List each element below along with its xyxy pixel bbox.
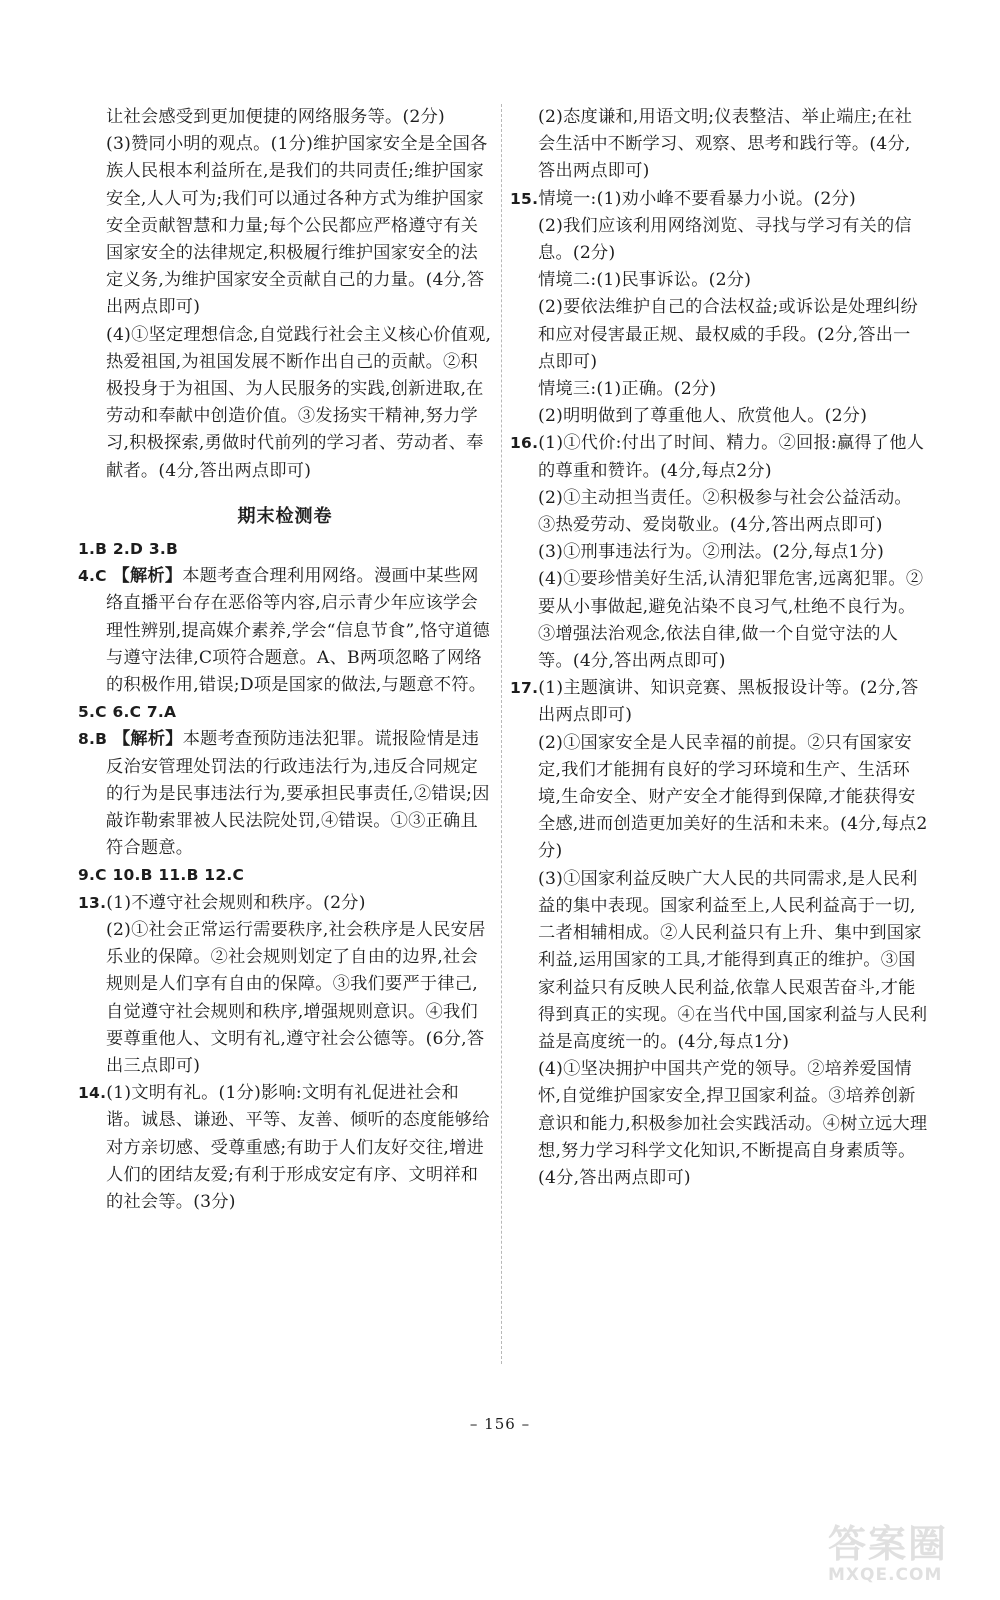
section-title: 期末检测卷 (237, 505, 333, 527)
question-4 (78, 563, 492, 699)
analysis-text: 本题考查合理利用网络。漫画中某些网络直播平台存在恶俗等内容,启示青少年应该学会理性辨别,提高媒介素养,学会“信息节食”,恪守道德与遵守法律,C项符合题意。A、B两项忽略了网络的积极作用,错误;D项是国家的做法,与题意不符。 (106, 566, 490, 696)
question-13 (78, 890, 492, 917)
answer-text: 情境二:(1)民事诉讼。(2分) (538, 270, 752, 291)
analysis-text: 本题考查预防违法犯罪。谎报险情是违反治安管理处罚法的行政违法行为,违反合同规定的行为是民事违法行为,要承担民事责任,②错误;因敲诈勒索罪被人民法院处罚,④错误。①③正确且符合题意。 (106, 729, 490, 859)
answer-text: (2)①社会正常运行需要秩序,社会秩序是人民安居乐业的保障。②社会规则划定了自由的边界,社会规则是人们享有自由的保障。③我们要严于律己,自觉遵守社会规则和秩序,增强规则意识。④我们要尊重他人、文明有礼,遵守社会公德等。(6分,答出三点即可) (106, 919, 486, 1076)
choice-answers: 1.B 2.D 3.B (78, 540, 179, 559)
answer-text: 情境一:(1)劝小峰不要看暴力小说。(2分) (538, 188, 857, 209)
question-14 (78, 1080, 492, 1216)
choice-answers: 9.C 10.B 11.B 12.C (78, 866, 245, 885)
watermark-cn: 答案圈 (828, 1522, 949, 1566)
question-16 (510, 430, 928, 484)
watermark-logo (828, 1524, 988, 1590)
answer-text: 让社会感受到更加便捷的网络服务等。(2分) (106, 107, 445, 127)
answer-text: (2)①主动担当责任。②积极参与社会公益活动。③热爱劳动、爱岗敬业。(4分,答出两点即可) (538, 487, 912, 536)
question-number: 17. (510, 679, 539, 698)
answer-text: (2)明明做到了尊重他人、欣赏他人。(2分) (538, 406, 868, 427)
answer-text: (1)文明有礼。(1分)影响:文明有礼促进社会和谐。诚恳、谦逊、平等、友善、倾听的态度能够给对方亲切感、受尊重感;有助于人们友好交往,增进人们的团结友爱;有利于形成安定有序、文明祥和的社会等。(3分) (106, 1083, 490, 1212)
answer-text: (2)要依法维护自己的合法权益;或诉讼是处理纠纷和应对侵害最正规、最权威的手段。(2分,答出一点即可) (538, 297, 918, 372)
left-column (78, 104, 492, 1216)
column-divider (501, 104, 502, 1364)
question-17 (510, 675, 928, 729)
analysis-tag: 【解析】 (112, 729, 183, 750)
answer-text: (2)我们应该利用网络浏览、寻找与学习有关的信息。(2分) (538, 215, 912, 264)
answer-text: (1)①代价:付出了时间、精力。②回报:赢得了他人的尊重和赞许。(4分,每点2分) (538, 433, 925, 481)
answer-text: 情境三:(1)正确。(2分) (538, 379, 717, 400)
page-number: – 156 – (469, 1415, 531, 1433)
question-number: 16. (510, 434, 539, 453)
answer-text: (1)不遵守社会规则和秩序。(2分) (106, 892, 366, 913)
question-number: 8.B (78, 730, 108, 749)
question-number: 14. (78, 1084, 107, 1103)
answer-text: (2)①国家安全是人民幸福的前提。②只有国家安定,我们才能拥有良好的学习环境和生产、生活环境,生命安全、财产安全才能得到保障,才能获得安全感,进而创造更加美好的生活和未来。(4分,每点2分) (538, 732, 928, 862)
watermark-en: MXQE.COM (828, 1565, 943, 1585)
question-8 (78, 726, 492, 862)
question-number: 15. (510, 189, 539, 208)
right-column (510, 104, 928, 1192)
answer-text: (2)态度谦和,用语文明;仪表整洁、举止端庄;在社会生活中不断学习、观察、思考和践行等。(4分,答出两点即可) (538, 107, 913, 182)
analysis-tag: 【解析】 (112, 566, 183, 587)
answer-text: (3)①刑事违法行为。②刑法。(2分,每点1分) (538, 542, 885, 563)
answer-text: (3)①国家利益反映广大人民的共同需求,是人民利益的集中表现。国家利益至上,人民利益高于一切,二者相辅相成。②人民利益只有上升、集中到国家利益,运用国家的工具,才能得到真正的维护。③国家利益只有反映人民利益,依靠人民艰苦奋斗,才能得到真正的实现。④在当代中国,国家利益与人民利益是高度统一的。(4分,每点1分) (538, 868, 928, 1052)
answer-text: (3)赞同小明的观点。(1分)维护国家安全是全国各族人民根本利益所在,是我们的共同责任;维护国家安全,人人可为;我们可以通过各种方式为维护国家安全贡献智慧和力量;每个公民都应严格遵守有关国家安全的法律规定,积极履行维护国家安全的法定义务,为维护国家安全贡献自己的力量。(4分,答出两点即可) (106, 134, 488, 318)
choice-answers: 5.C 6.C 7.A (78, 703, 177, 722)
question-number: 4.C (78, 567, 107, 586)
answer-text: (4)①要珍惜美好生活,认清犯罪危害,远离犯罪。②要从小事做起,避免沾染不良习气,杜绝不良行为。③增强法治观念,依法自律,做一个自觉守法的人等。(4分,答出两点即可) (538, 569, 924, 672)
answer-text: (4)①坚定理想信念,自觉践行社会主义核心价值观,热爱祖国,为祖国发展不断作出自己的贡献。②积极投身于为祖国、为人民服务的实践,创新进取,在劳动和奉献中创造价值。③发扬实干精神,努力学习,积极探索,勇做时代前列的学习者、劳动者、奉献者。(4分,答出两点即可) (106, 324, 492, 481)
question-15 (510, 186, 928, 213)
answer-text: (1)主题演讲、知识竞赛、黑板报设计等。(2分,答出两点即可) (538, 678, 919, 726)
question-number: 13. (78, 893, 107, 912)
answer-text: (4)①坚决拥护中国共产党的领导。②培养爱国情怀,自觉维护国家安全,捍卫国家利益。③培养创新意识和能力,积极参加社会实践活动。④树立远大理想,努力学习科学文化知识,不断提高自身素质等。(4分,答出两点即可) (538, 1059, 928, 1188)
